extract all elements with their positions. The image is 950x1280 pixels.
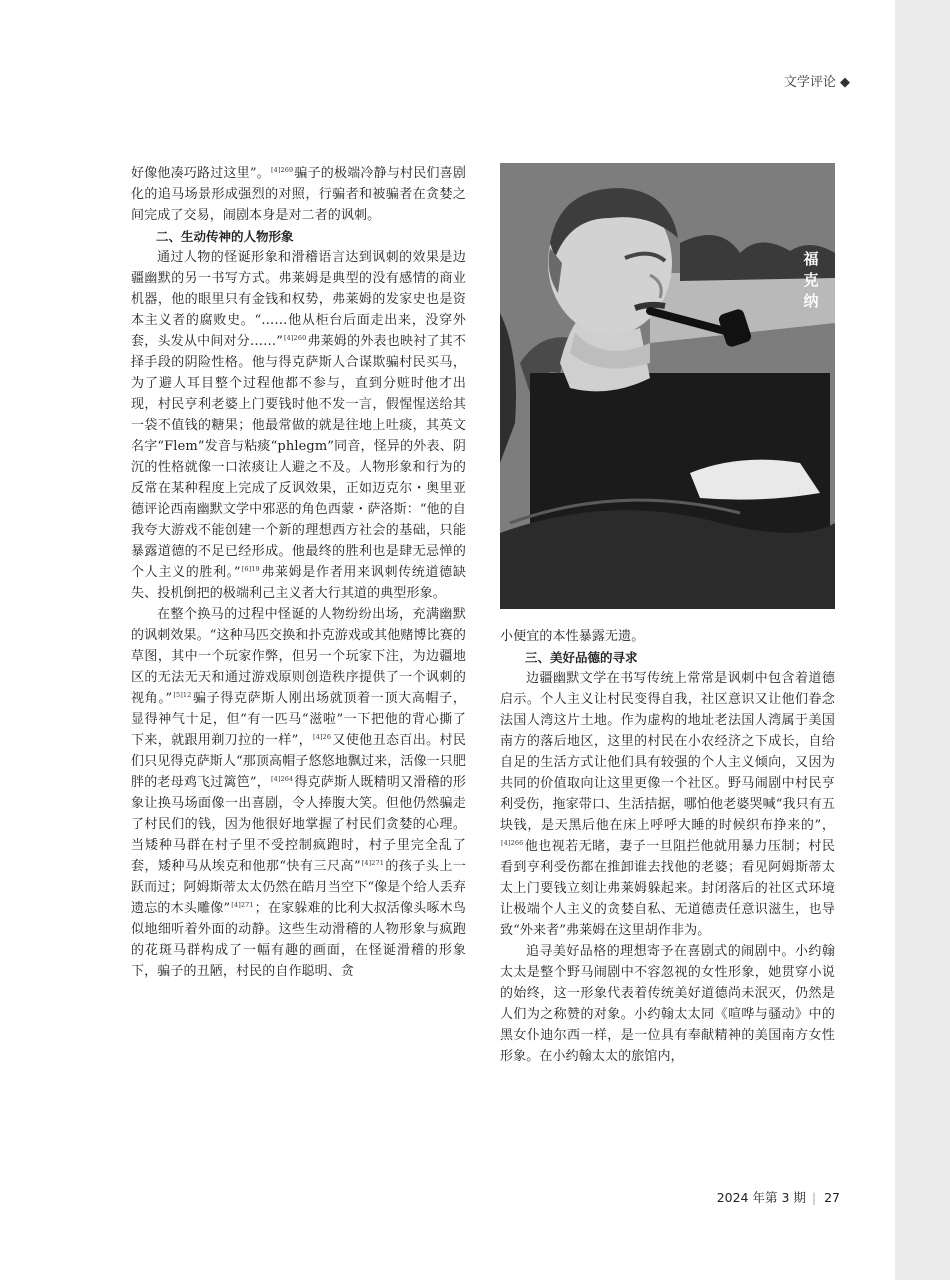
citation: [4]260 (284, 333, 307, 342)
author-photo (500, 163, 835, 609)
citation: [4]271 (231, 900, 254, 909)
paragraph: 追寻美好品格的理想寄予在喜剧式的闹剧中。小约翰太太是整个野马闹剧中不容忽视的女性形象，她贯穿小说的始终，这一形象代表着传统美好道德尚未泯灭，仍然是人们为之称赞的对象。小约翰太太同《喧哗与骚动》中的黑女仆迪尔西一样，是一位具有奉献精神的美国南方女性形象。在小约翰太太的旅馆内， (500, 944, 835, 1064)
right-column-text (500, 626, 835, 1067)
section-heading: 三、美好品德的寻求 (525, 650, 638, 665)
running-head: 文学评论 ◆ (783, 75, 850, 90)
citation: [5]12 (173, 690, 192, 699)
citation: [6]19 (241, 564, 260, 573)
paragraph: 在整个换马的过程中怪诞的人物纷纷出场，充满幽默的讽刺效果。“这种马匹交换和扑克游戏或其他赌博比赛的草图，其中一个玩家作弊，但另一个玩家下注，为边疆地区的无法无天和通过游戏原则创造秩序提供了一个讽刺的视角。”$^{[5]12}$骗子得克萨斯人刚出场就顶着一顶大高帽子，显得神气十足，但“有一匹马“滋啦”一下把他的背心撕了下来，就跟用剃刀拉的一样”，$^{[4]26}$又使他丑态百出。村民们只见得克萨斯人“那顶高帽子悠悠地飘过来，活像一只肥胖的老母鸡飞过篱笆”，$^{[4]264}$得克萨斯人既精明又滑稽的形象让换马场面像一出喜剧，令人捧腹大笑。但他仍然骗走了村民们的钱，因为他很好地掌握了村民们贪婪的心理。当矮种马群在村子里不受控制疯跑时，村子里完全乱了套，矮种马从埃克和他那“快有三尺高”$^{[4]271}$的孩子头上一跃而过；阿姆斯蒂太太仍然在皓月当空下“像是个给人丢弃遗忘的木头雕像”$^{[4]271}$；在家躲难的比利大叔活像头啄木鸟似地细听着外面的动静。这些生动滑稽的人物形象与疯跑的花斑马群构成了一幅有趣的画面，在怪诞滑稽的形象下，骗子的丑陋，村民的自作聪明、贪 (131, 607, 467, 979)
section-heading: 二、生动传神的人物形象 (156, 229, 294, 244)
footer-separator: | (811, 1190, 817, 1205)
paragraph: 通过人物的怪诞形象和滑稽语言达到讽刺的效果是边疆幽默的另一书写方式。弗莱姆是典型的没有感情的商业机器，他的眼里只有金钱和权势，弗莱姆的发家史也是资本主义者的腐败史。“……他从柜台后面走出来，没穿外套，头发从中间对分……”$^{[4]260}$弗莱姆的外表也映衬了其不择手段的阴险性格。他与得克萨斯人合谋欺骗村民买马，为了避人耳目整个过程他都不参与，直到分赃时他才出现，村民亨利老婆上门要钱时他不发一言，假惺惺送给其一袋不值钱的糖果；他最常做的就是往地上吐痰，其英文名字“Flem”发音与粘痰“phlegm”同音，怪异的外表、阴沉的性格就像一口浓痰让人避之不及。人物形象和行为的反常在某种程度上完成了反讽效果，正如迈克尔・奥里亚德评论西南幽默文学中邪恶的角色西蒙・萨洛斯：“他的自我夸大游戏不能创建一个新的理想西方社会的基础，只能暴露道德的不足已经形成。他最终的胜利也是肆无忌惮的个人主义的胜利。”$^{[6]19}$弗莱姆是作者用来讽刺传统道德缺失、投机倒把的极端利己主义者大行其道的典型形象。 (131, 250, 466, 601)
paragraph: 小便宜的本性暴露无遗。 (500, 629, 645, 644)
portrait-illustration (500, 163, 835, 609)
paragraph: 边疆幽默文学在书写传统上常常是讽刺中包含着道德启示。个人主义让村民变得自我，社区意识又让他们眷念法国人湾这片土地。作为虚构的地址老法国人湾属于美国南方的落后地区，这里的村民在小农经济之下成长，自给自足的生活方式让他们具有较强的个人主义倾向，又因为共同的价值取向让这里更像一个社区。野马闹剧中村民亨利受伤，拖家带口、生活拮据，哪怕他老婆哭喊“我只有五块钱，是天黑后他在床上呼呼大睡的时候织布挣来的”，$^{[4]266}$他也视若无睹，妻子一旦阻拦他就用暴力压制；村民看到亨利受伤都在推卸谁去找他的老婆；看见阿姆斯蒂太太上门要钱立刻让弗莱姆躲起来。封闭落后的社区式环境让极端个人主义的贪婪自私、无道德责任意识滋生，也导致“外来者”弗莱姆在这里胡作非为。 (500, 671, 835, 938)
issue-label: 2024 年第 3 期 (716, 1190, 806, 1205)
left-column (131, 163, 466, 982)
citation: [4]264 (270, 774, 294, 783)
photo-caption: 福克纳 (803, 250, 819, 310)
page-number: 27 (824, 1190, 840, 1205)
citation: [4]271 (361, 858, 385, 867)
right-column (500, 163, 835, 1064)
page-edge-strip (895, 0, 950, 1280)
citation: [4]26 (313, 732, 332, 741)
paragraph: 好像他凑巧路过这里”。$^{[4]269}$骗子的极端冷静与村民们喜剧化的追马场景形成强烈的对照，行骗者和被骗者在贪婪之间完成了交易，闹剧本身是对二者的讽刺。 (131, 165, 467, 223)
citation: [4]269 (270, 165, 294, 174)
citation: [4]266 (501, 838, 524, 847)
page-footer (650, 1188, 840, 1208)
